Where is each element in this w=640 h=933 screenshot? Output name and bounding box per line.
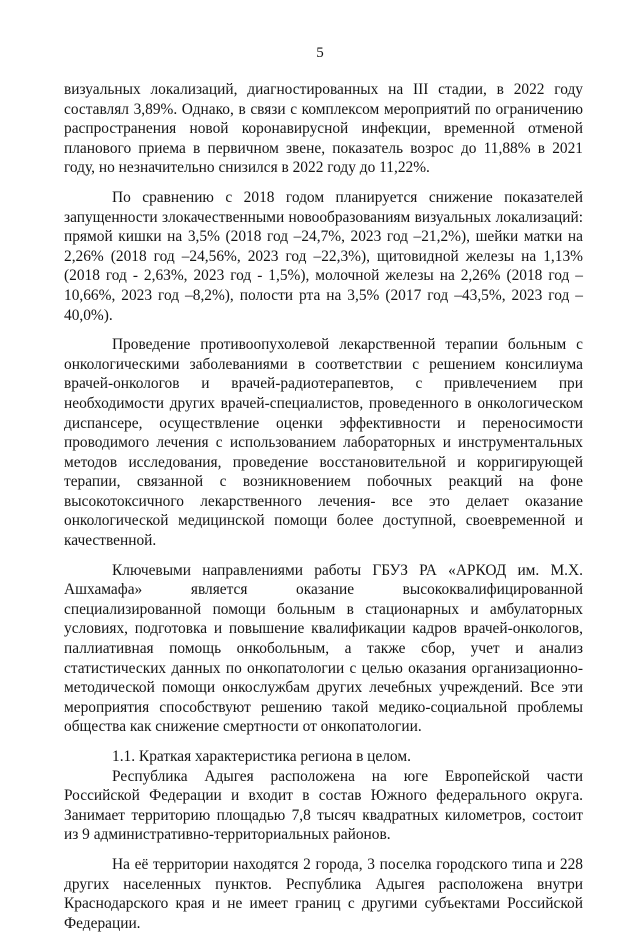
section-heading-region: 1.1. Краткая характеристика региона в целом. (112, 748, 411, 765)
page-number: 5 (316, 45, 324, 61)
paragraph-region-settlements: На её территории находятся 2 города, 3 поселка городского типа и 228 других населенных пунктов. Республика Адыгея расположена внутри Краснодарского края и не имеет границ с другими субъектами Российской Федерации. (64, 855, 583, 932)
paragraph-region-location: Республика Адыгея расположена на юге Европейской части Российской Федерации и входит в состав Южного федерального округа. Занимает территорию площадью 7,8 тысяч квадратных километров, состоит из 9 административно-территориальных районов. (64, 767, 583, 844)
paragraph-neglect-reduction: По сравнению с 2018 годом планируется снижение показателей запущенности злокачественными новообразованиям визуальных локализаций: прямой кишки на 3,5% (2018 год –24,7%, 2023 год –21,2%), шейки матки на 2,26% (2018 год –24,56%, 2023 год –22,3%), щитовидной железы на 1,13% (2018 год - 2,63%, 2023 год - 1,5%), молочной железы на 2,26% (2018 год –10,66%, 2023 год –8,2%), полости рта на 3,5% (2017 год –43,5%, 2023 год –40,0%). (64, 188, 583, 324)
document-body (64, 80, 583, 933)
paragraph-continuation: визуальных локализаций, диагностированных на III стадии, в 2022 году составлял 3,89%. Однако, в связи с комплексом мероприятий по ограничению распространения новой коронавирусной инфекции, временной отменой планового приема в первичном звене, показатель возрос до 11,88% в 2021 году, но незначительно снизился в 2022 году до 11,22%. (64, 81, 583, 177)
paragraph-drug-therapy: Проведение противоопухолевой лекарственной терапии больным с онкологическими заболеваниями в соответствии с решением консилиума врачей-онкологов и врачей-радиотерапевтов, с привлечением при необходимости других врачей-специалистов, проведенного в онкологическом диспансере, осуществление оценки эффективности и переносимости проводимого лечения с использованием лабораторных и инструментальных методов исследования, проведение восстановительной и корригирующей терапии, связанной с возникновением побочных реакций на фоне высокотоксичного лекарственного лечения- все это делает оказание онкологической медицинской помощи более доступной, своевременной и качественной. (64, 336, 583, 550)
paragraph-key-directions: Ключевыми направлениями работы ГБУЗ РА «АРКОД им. М.Х. Ашхамафа» является оказание высококвалифицированной специализированной помощи больным в стационарных и амбулаторных условиях, подготовка и повышение квалификации кадров врачей-онкологов, паллиативная помощь онкобольным, а также сбор, учет и анализ статистических данных по онкопатологии с целью оказания организационно-методической помощи онкослужбам других лечебных учреждений. Все эти мероприятия способствуют решению такой медико-социальной проблемы общества как снижение смертности от онкопатологии. (64, 561, 583, 736)
